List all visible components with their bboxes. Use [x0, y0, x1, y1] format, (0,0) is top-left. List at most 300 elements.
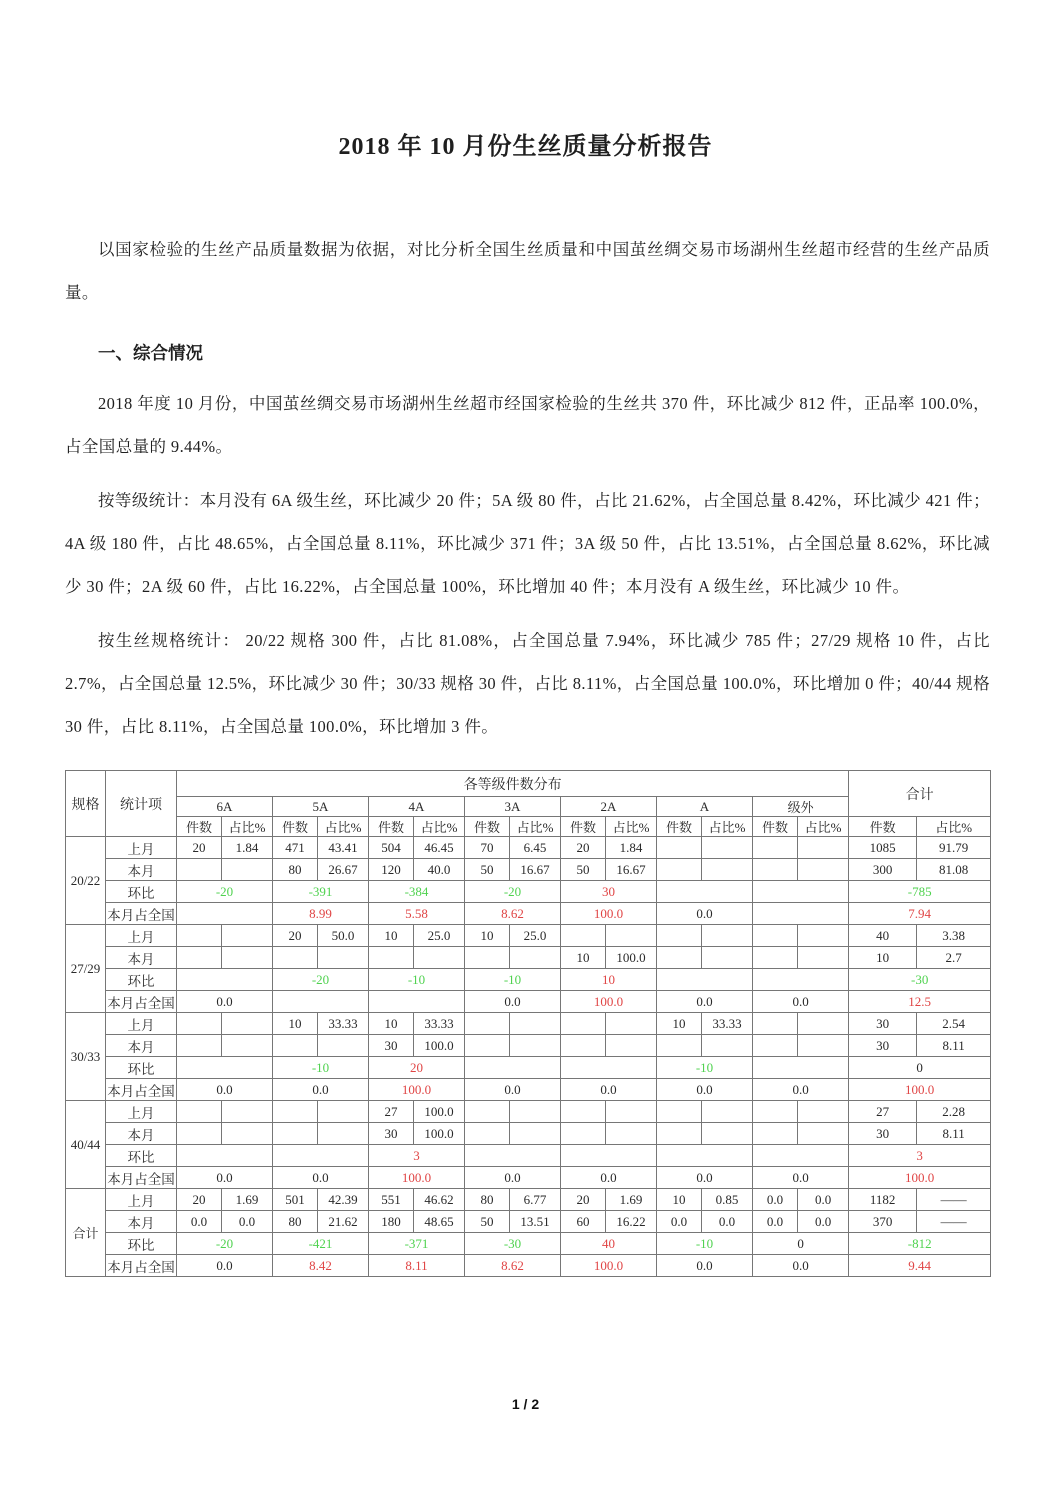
header-row [66, 771, 991, 797]
table-cell: 100.0 [849, 1167, 991, 1189]
table-row [66, 903, 991, 925]
table-cell [753, 837, 798, 859]
table-cell: 9.44 [849, 1255, 991, 1277]
col-header-count: 件数 [465, 817, 510, 837]
spec-label: 40/44 [66, 1101, 106, 1189]
table-cell [753, 1145, 849, 1167]
table-cell: 0.0 [753, 991, 849, 1013]
table-row [66, 1101, 991, 1123]
table-cell [177, 1145, 273, 1167]
table-cell: 80 [465, 1189, 510, 1211]
table-cell [798, 1123, 849, 1145]
table-cell: -10 [465, 969, 561, 991]
table-cell: 0.0 [465, 1079, 561, 1101]
table-cell [465, 947, 510, 969]
summary-paragraph: 2018 年度 10 月份，中国茧丝绸交易市场湖州生丝超市经国家检验的生丝共 370 件，环比减少 812 件，正品率 100.0%，占全国总量的 9.44%。 [65, 394, 990, 456]
row-label: 本月占全国 [106, 991, 177, 1013]
table-cell [222, 947, 273, 969]
table-header [66, 771, 991, 837]
table-cell: 8.11 [917, 1123, 991, 1145]
table-row [66, 1233, 991, 1255]
table-cell [606, 1123, 657, 1145]
table-cell: 100.0 [606, 947, 657, 969]
table-cell: 8.62 [465, 1255, 561, 1277]
table-row [66, 1057, 991, 1079]
table-cell: 0.0 [657, 1167, 753, 1189]
table-cell: 0 [849, 1057, 991, 1079]
table-cell [798, 947, 849, 969]
table-cell: 0.0 [561, 1167, 657, 1189]
table-cell [702, 1035, 753, 1057]
table-cell [753, 1123, 798, 1145]
table-cell [222, 1035, 273, 1057]
table-cell: 46.45 [414, 837, 465, 859]
table-cell: 120 [369, 859, 414, 881]
table-cell [222, 925, 273, 947]
table-cell: 100.0 [414, 1035, 465, 1057]
table-cell: 0.0 [561, 1079, 657, 1101]
col-header-total: 合计 [849, 771, 991, 817]
table-cell [753, 1057, 849, 1079]
table-cell [561, 1035, 606, 1057]
table-cell: 2.54 [917, 1013, 991, 1035]
table-cell: -812 [849, 1233, 991, 1255]
table-cell: 0.0 [177, 1167, 273, 1189]
table-cell [273, 1101, 318, 1123]
row-label: 上月 [106, 1013, 177, 1035]
table-cell [657, 1123, 702, 1145]
col-header-count: 件数 [273, 817, 318, 837]
table-cell: 40 [561, 1233, 657, 1255]
table-cell: 10 [465, 925, 510, 947]
table-row [66, 969, 991, 991]
table-cell [510, 1123, 561, 1145]
table-cell: 25.0 [510, 925, 561, 947]
table-cell: 25.0 [414, 925, 465, 947]
table-row [66, 1013, 991, 1035]
table-cell [222, 1123, 273, 1145]
table-cell: 2.28 [917, 1101, 991, 1123]
spec-label: 20/22 [66, 837, 106, 925]
table-cell: 504 [369, 837, 414, 859]
table-cell: 20 [369, 1057, 465, 1079]
table-cell: 8.99 [273, 903, 369, 925]
table-cell: 0.0 [177, 1079, 273, 1101]
table-cell [177, 1013, 222, 1035]
table-cell: 0.0 [753, 1079, 849, 1101]
table-cell [657, 925, 702, 947]
table-cell: 0.0 [798, 1211, 849, 1233]
table-cell: 501 [273, 1189, 318, 1211]
row-label: 环比 [106, 1057, 177, 1079]
table-cell: 370 [849, 1211, 917, 1233]
table-cell: 6.77 [510, 1189, 561, 1211]
table-row [66, 991, 991, 1013]
table-cell: 48.65 [414, 1211, 465, 1233]
table-cell: 0.0 [657, 991, 753, 1013]
col-header-count: 件数 [753, 817, 798, 837]
table-cell: 21.62 [318, 1211, 369, 1233]
table-cell: 1085 [849, 837, 917, 859]
table-cell: 10 [849, 947, 917, 969]
table-cell: 3 [369, 1145, 465, 1167]
table-cell [222, 1101, 273, 1123]
table-cell [318, 1035, 369, 1057]
table-cell: -10 [657, 1057, 753, 1079]
table-cell [273, 1035, 318, 1057]
table-cell: 10 [369, 925, 414, 947]
table-cell [414, 947, 465, 969]
col-header-pct: 占比% [702, 817, 753, 837]
row-label: 上月 [106, 837, 177, 859]
table-cell: 300 [849, 859, 917, 881]
table-row [66, 1167, 991, 1189]
col-header-pct: 占比% [414, 817, 465, 837]
table-cell: —— [917, 1189, 991, 1211]
row-label: 本月占全国 [106, 1167, 177, 1189]
table-cell: 33.33 [702, 1013, 753, 1035]
table-cell: 40 [849, 925, 917, 947]
col-header-spec: 规格 [66, 771, 106, 837]
table-cell [273, 1123, 318, 1145]
table-cell [561, 1145, 657, 1167]
table-cell: 0.0 [657, 1255, 753, 1277]
table-cell: -421 [273, 1233, 369, 1255]
table-cell: 3 [849, 1145, 991, 1167]
row-label: 本月占全国 [106, 1079, 177, 1101]
row-label: 本月 [106, 859, 177, 881]
table-cell: 100.0 [369, 1167, 465, 1189]
table-cell [273, 1145, 369, 1167]
table-cell [753, 903, 849, 925]
table-cell: 551 [369, 1189, 414, 1211]
table-cell: 2.7 [917, 947, 991, 969]
table-cell: 50.0 [318, 925, 369, 947]
table-cell: 0.0 [798, 1189, 849, 1211]
table-cell [702, 1123, 753, 1145]
table-cell: 0.0 [177, 1255, 273, 1277]
table-cell: 91.79 [917, 837, 991, 859]
table-row [66, 1035, 991, 1057]
table-cell: 0.0 [657, 1211, 702, 1233]
col-header-grade-2A: 2A [561, 797, 657, 817]
table-cell: 33.33 [414, 1013, 465, 1035]
table-cell: 8.11 [917, 1035, 991, 1057]
table-cell: 0.0 [753, 1189, 798, 1211]
table-cell [702, 947, 753, 969]
table-cell [657, 947, 702, 969]
table-cell: 20 [561, 837, 606, 859]
table-cell [465, 1057, 561, 1079]
table-cell: 16.22 [606, 1211, 657, 1233]
table-cell: 0.0 [465, 991, 561, 1013]
table-cell [465, 1013, 510, 1035]
table-cell: 10 [561, 969, 657, 991]
table-cell [465, 1145, 561, 1167]
table-cell: 20 [177, 1189, 222, 1211]
table-cell: 30 [561, 881, 657, 903]
col-header-grade-A: A [657, 797, 753, 817]
table-cell: 50 [465, 1211, 510, 1233]
table-cell: 100.0 [561, 903, 657, 925]
row-label: 环比 [106, 969, 177, 991]
table-cell [369, 991, 465, 1013]
table-cell: 10 [369, 1013, 414, 1035]
table-cell [753, 969, 849, 991]
table-cell [273, 947, 318, 969]
table-cell: 0.0 [702, 1211, 753, 1233]
table-row [66, 947, 991, 969]
table-cell [177, 947, 222, 969]
table-cell [798, 925, 849, 947]
col-header-grade-3A: 3A [465, 797, 561, 817]
table-cell: 16.67 [510, 859, 561, 881]
col-header-count: 件数 [369, 817, 414, 837]
col-header-pct: 占比% [510, 817, 561, 837]
row-label: 本月占全国 [106, 1255, 177, 1277]
col-header-count: 件数 [849, 817, 917, 837]
table-cell: 1.84 [606, 837, 657, 859]
table-cell: 10 [273, 1013, 318, 1035]
table-cell [561, 1057, 657, 1079]
table-row [66, 1079, 991, 1101]
table-cell: -30 [849, 969, 991, 991]
table-row [66, 1211, 991, 1233]
table-cell: 20 [561, 1189, 606, 1211]
col-header-count: 件数 [657, 817, 702, 837]
table-cell: 30 [369, 1035, 414, 1057]
table-cell: 0.0 [657, 1079, 753, 1101]
table-cell: 1.69 [606, 1189, 657, 1211]
table-cell [606, 1035, 657, 1057]
table-cell [177, 1035, 222, 1057]
table-row [66, 1145, 991, 1167]
col-header-grade-级外: 级外 [753, 797, 849, 817]
table-cell: 81.08 [917, 859, 991, 881]
table-cell: 20 [273, 925, 318, 947]
table-cell [561, 1013, 606, 1035]
table-cell: 0.0 [273, 1079, 369, 1101]
row-label: 上月 [106, 1101, 177, 1123]
table-cell [177, 859, 222, 881]
table-cell: 12.5 [849, 991, 991, 1013]
table-cell: 26.67 [318, 859, 369, 881]
table-cell: 33.33 [318, 1013, 369, 1035]
table-cell [318, 1123, 369, 1145]
col-header-pct: 占比% [917, 817, 991, 837]
col-header-pct: 占比% [318, 817, 369, 837]
table-cell [177, 1101, 222, 1123]
table-cell: -785 [849, 881, 991, 903]
document-title: 2018 年 10 月份生丝质量分析报告 [338, 134, 713, 160]
table-cell [177, 903, 273, 925]
table-cell [561, 1101, 606, 1123]
table-cell: 13.51 [510, 1211, 561, 1233]
col-header-count: 件数 [561, 817, 606, 837]
row-label: 上月 [106, 925, 177, 947]
row-label: 本月 [106, 1123, 177, 1145]
spec-stats-paragraph: 按生丝规格统计： 20/22 规格 300 件，占比 81.08%，占全国总量 7.94%，环比减少 785 件；27/29 规格 10 件，占比 2.7%，占全国总量 12.5%，环比减少 30 件；30/33 规格 30 件，占比 8.11%，占全国总量 100.0%，环比增加 0 件；40/44 规格 30 件，占比 8.11%，占全国总量 100.0%，环比增加 3 件。 [65, 631, 990, 736]
table-cell: -10 [369, 969, 465, 991]
table-cell: 6.45 [510, 837, 561, 859]
table-cell: 30 [849, 1013, 917, 1035]
table-cell: 30 [369, 1123, 414, 1145]
table-cell: 10 [561, 947, 606, 969]
table-cell: 0.85 [702, 1189, 753, 1211]
table-cell: 0.0 [657, 903, 753, 925]
table-cell: 180 [369, 1211, 414, 1233]
table-cell [657, 1101, 702, 1123]
table-cell: 1182 [849, 1189, 917, 1211]
table-cell: —— [917, 1211, 991, 1233]
table-cell: 100.0 [369, 1079, 465, 1101]
table-cell [177, 969, 273, 991]
table-cell: -30 [465, 1233, 561, 1255]
table-cell [177, 1123, 222, 1145]
table-cell: 70 [465, 837, 510, 859]
table-cell: 0.0 [753, 1167, 849, 1189]
row-label: 本月 [106, 1211, 177, 1233]
table-cell [753, 925, 798, 947]
table-cell: 0.0 [273, 1167, 369, 1189]
table-cell [702, 859, 753, 881]
table-cell: 40.0 [414, 859, 465, 881]
table-cell: -384 [369, 881, 465, 903]
table-cell: 100.0 [561, 1255, 657, 1277]
table-cell [606, 1101, 657, 1123]
table-cell [177, 925, 222, 947]
table-cell [657, 881, 753, 903]
table-cell: -20 [177, 881, 273, 903]
col-header-pct: 占比% [222, 817, 273, 837]
table-cell: -10 [657, 1233, 753, 1255]
col-header-grade-6A: 6A [177, 797, 273, 817]
table-cell: -371 [369, 1233, 465, 1255]
table-cell: 0 [753, 1233, 849, 1255]
row-label: 环比 [106, 1145, 177, 1167]
row-label: 上月 [106, 1189, 177, 1211]
table-cell: 7.94 [849, 903, 991, 925]
table-cell [510, 1035, 561, 1057]
table-cell [798, 1035, 849, 1057]
table-cell: 100.0 [561, 991, 657, 1013]
table-cell: 0.0 [753, 1255, 849, 1277]
table-cell: 0.0 [177, 1211, 222, 1233]
table-cell: 0.0 [753, 1211, 798, 1233]
row-label: 本月 [106, 1035, 177, 1057]
table-cell: 471 [273, 837, 318, 859]
table-row [66, 1255, 991, 1277]
table-cell: 30 [849, 1123, 917, 1145]
table-cell [510, 947, 561, 969]
spec-label: 30/33 [66, 1013, 106, 1101]
table-cell [798, 1101, 849, 1123]
table-cell [798, 837, 849, 859]
table-cell [561, 1123, 606, 1145]
table-cell [753, 947, 798, 969]
silk-quality-table [65, 770, 991, 1277]
row-label: 本月占全国 [106, 903, 177, 925]
table-cell: 100.0 [414, 1101, 465, 1123]
table-cell [465, 1123, 510, 1145]
table-cell: 1.84 [222, 837, 273, 859]
table-cell [606, 1013, 657, 1035]
table-cell: 0.0 [177, 991, 273, 1013]
spec-label: 合计 [66, 1189, 106, 1277]
table-cell [798, 859, 849, 881]
table-cell: -20 [177, 1233, 273, 1255]
table-cell: 10 [657, 1189, 702, 1211]
table-cell: 16.67 [606, 859, 657, 881]
table-cell [702, 1101, 753, 1123]
table-cell: 8.62 [465, 903, 561, 925]
table-cell: 5.58 [369, 903, 465, 925]
table-cell: 46.62 [414, 1189, 465, 1211]
table-cell [510, 1101, 561, 1123]
table-cell [510, 1013, 561, 1035]
table-cell [657, 859, 702, 881]
grade-stats-paragraph: 按等级统计：本月没有 6A 级生丝，环比减少 20 件；5A 级 80 件，占比 21.62%，占全国总量 8.42%，环比减少 421 件；4A 级 180 件，占比 48.65%，占全国总量 8.11%，环比减少 371 件；3A 级 50 件，占比 13.51%，占全国总量 8.62%，环比减少 30 件；2A 级 60 件，占比 16.22%，占全国总量 100%，环比增加 40 件；本月没有 A 级生丝，环比减少 10 件。 [65, 491, 990, 596]
table-cell [318, 947, 369, 969]
table-row [66, 859, 991, 881]
table-cell: -10 [273, 1057, 369, 1079]
row-label: 环比 [106, 881, 177, 903]
table-cell: 27 [849, 1101, 917, 1123]
table-cell [657, 1145, 753, 1167]
col-header-distribution: 各等级件数分布 [177, 771, 849, 797]
col-header-stat-item: 统计项 [106, 771, 177, 837]
table-cell: 100.0 [414, 1123, 465, 1145]
header-row [66, 817, 991, 837]
spec-label: 27/29 [66, 925, 106, 1013]
page-number: 1 / 2 [511, 1396, 540, 1412]
table-cell [465, 1101, 510, 1123]
table-cell [702, 925, 753, 947]
table-cell: -20 [465, 881, 561, 903]
table-cell: 0.0 [465, 1167, 561, 1189]
table-cell [222, 859, 273, 881]
table-cell [318, 1101, 369, 1123]
table-cell: 50 [561, 859, 606, 881]
table-body [66, 837, 991, 1277]
table-row [66, 1189, 991, 1211]
section1-heading: 一、综合情况 [98, 343, 203, 363]
table-cell: 8.11 [369, 1255, 465, 1277]
table-cell [222, 1013, 273, 1035]
table-row [66, 881, 991, 903]
table-cell: 3.38 [917, 925, 991, 947]
table-cell [753, 859, 798, 881]
table-row [66, 925, 991, 947]
table-cell [273, 991, 369, 1013]
table-cell: 42.39 [318, 1189, 369, 1211]
col-header-grade-4A: 4A [369, 797, 465, 817]
table-row [66, 1123, 991, 1145]
col-header-pct: 占比% [798, 817, 849, 837]
col-header-grade-5A: 5A [273, 797, 369, 817]
table-cell [606, 925, 657, 947]
table-cell [657, 837, 702, 859]
table-cell [753, 881, 849, 903]
table-cell: 27 [369, 1101, 414, 1123]
table-cell [657, 969, 753, 991]
table-cell: 43.41 [318, 837, 369, 859]
table-cell: 8.42 [273, 1255, 369, 1277]
table-cell: 80 [273, 859, 318, 881]
table-cell [369, 947, 414, 969]
table-cell: 80 [273, 1211, 318, 1233]
col-header-count: 件数 [177, 817, 222, 837]
